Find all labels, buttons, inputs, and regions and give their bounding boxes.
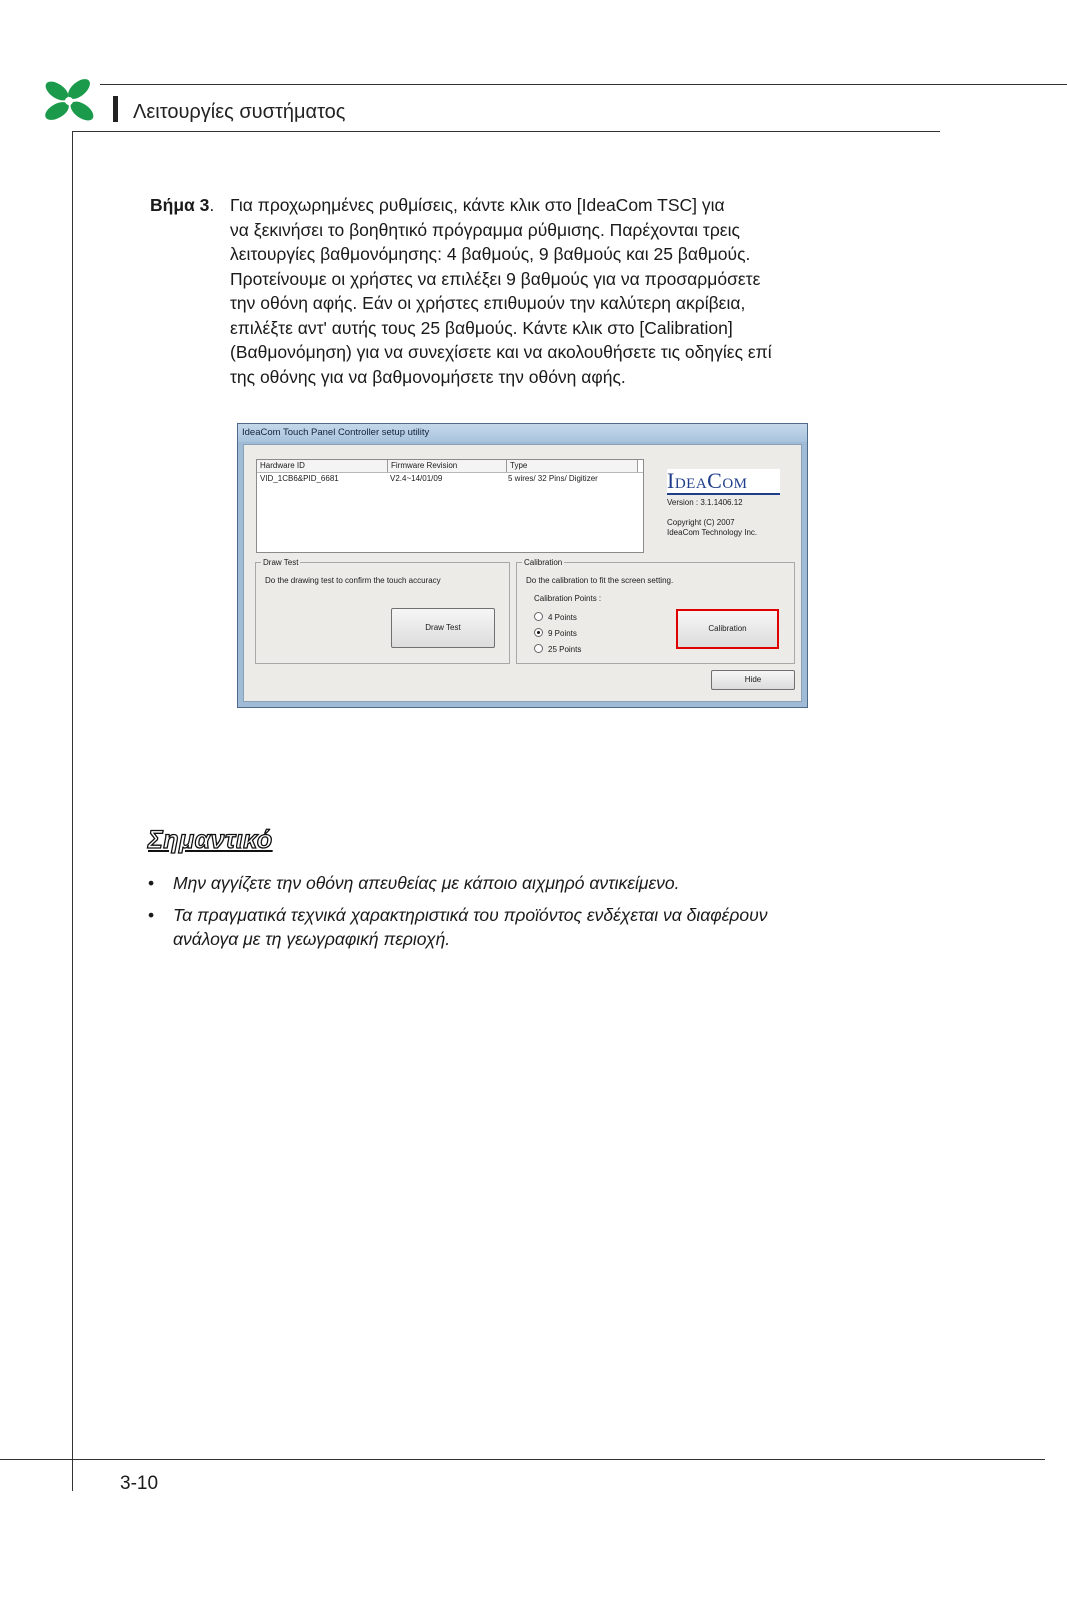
step-line: λειτουργίες βαθμονόμησης: 4 βαθμούς, 9 βαθμούς και 25 βαθμούς. [230,244,751,264]
group-label: Draw Test [263,558,299,567]
step-line: επιλέξτε αντ' αυτής τους 25 βαθμούς. Κάντε κλικ στο [Calibration] [230,317,733,338]
step-paragraph [150,193,930,389]
hide-button[interactable]: Hide [711,670,795,690]
header-accent-bar [113,96,118,122]
bullet-text: Μην αγγίζετε την οθόνη απευθείας με κάποιο αιχμηρό αντικείμενο. [173,873,680,893]
calibration-group [516,558,795,664]
bullet-icon: • [148,905,155,925]
table-cell: VID_1CB6&PID_6681 [260,474,339,483]
radio-4-points[interactable] [534,612,577,623]
device-list-header [257,460,643,473]
calibration-points-label: Calibration Points : [534,594,602,603]
bullet-text: ανάλογα με τη γεωγραφική περιοχή. [173,929,451,949]
draw-test-description: Do the drawing test to confirm the touch accuracy [265,576,441,585]
table-cell: 5 wires/ 32 Pins/ Digitizer [508,474,598,483]
radio-icon[interactable] [534,612,543,621]
logo-underline [667,493,780,495]
device-list[interactable] [256,459,644,553]
important-list [148,871,938,959]
radio-label: 4 Points [548,613,577,622]
copyright-line: IdeaCom Technology Inc. [667,528,758,537]
setup-utility-window [237,423,808,708]
radio-selected-icon[interactable] [534,628,543,637]
copyright-line: Copyright (C) 2007 [667,518,735,527]
column-header[interactable]: Type [507,460,638,472]
page-number: 3-10 [120,1473,159,1494]
version-label: Version : 3.1.1406.12 [667,498,743,507]
table-cell: V2.4~14/01/09 [390,474,443,483]
column-header[interactable]: Firmware Revision [388,460,507,472]
window-title: IdeaCom Touch Panel Controller setup utility [238,424,807,442]
important-heading: Σημαντικό [148,826,273,854]
step-text [230,193,930,389]
header-bottom-rule [72,131,940,132]
group-label: Calibration [524,558,563,567]
step-line: να ξεκινήσει το βοηθητικό πρόγραμμα ρύθμισης. Παρέχονται τρεις [230,219,740,240]
clover-leaf-icon [40,78,104,126]
radio-9-points[interactable] [534,628,577,639]
draw-test-button[interactable]: Draw Test [391,608,495,648]
section-title: Λειτουργίες συστήματος [133,101,346,123]
bullet-text: Τα πραγματικά τεχνικά χαρακτηριστικά του προϊόντος ενδέχεται να διαφέρουν [173,905,768,925]
list-item [148,903,938,951]
draw-test-group [255,558,510,664]
radio-label: 9 Points [548,629,577,638]
header-top-rule [100,84,1067,85]
bullet-icon: • [148,873,155,893]
page-left-rule [72,131,73,1491]
list-item [148,871,938,895]
table-row[interactable] [257,473,643,485]
copyright-label [667,518,757,538]
radio-25-points[interactable] [534,644,581,655]
radio-icon[interactable] [534,644,543,653]
step-line: της οθόνης για να βαθμονομήσετε την οθόνη αφής. [230,366,626,387]
calibration-description: Do the calibration to fit the screen setting. [526,576,674,585]
column-header[interactable]: Hardware ID [257,460,388,472]
step-label: Βήμα 3. [150,195,215,215]
step-line: Προτείνουμε οι χρήστες να επιλέξει 9 βαθμούς για να προσαρμόσετε [230,268,761,289]
step-line: Για προχωρημένες ρυθμίσεις, κάντε κλικ στο [IdeaCom TSC] για [230,195,725,215]
ideacom-logo: IDEACOM [667,469,780,493]
footer-rule [0,1459,1045,1460]
step-line: (Βαθμονόμηση) για να συνεχίσετε και να ακολουθήσετε τις οδηγίες επί [230,342,772,362]
radio-label: 25 Points [548,645,582,654]
window-body [243,444,802,702]
step-line: την οθόνη αφής. Εάν οι χρήστες επιθυμούν την καλύτερη ακρίβεια, [230,293,746,313]
calibration-button[interactable]: Calibration [676,609,779,649]
